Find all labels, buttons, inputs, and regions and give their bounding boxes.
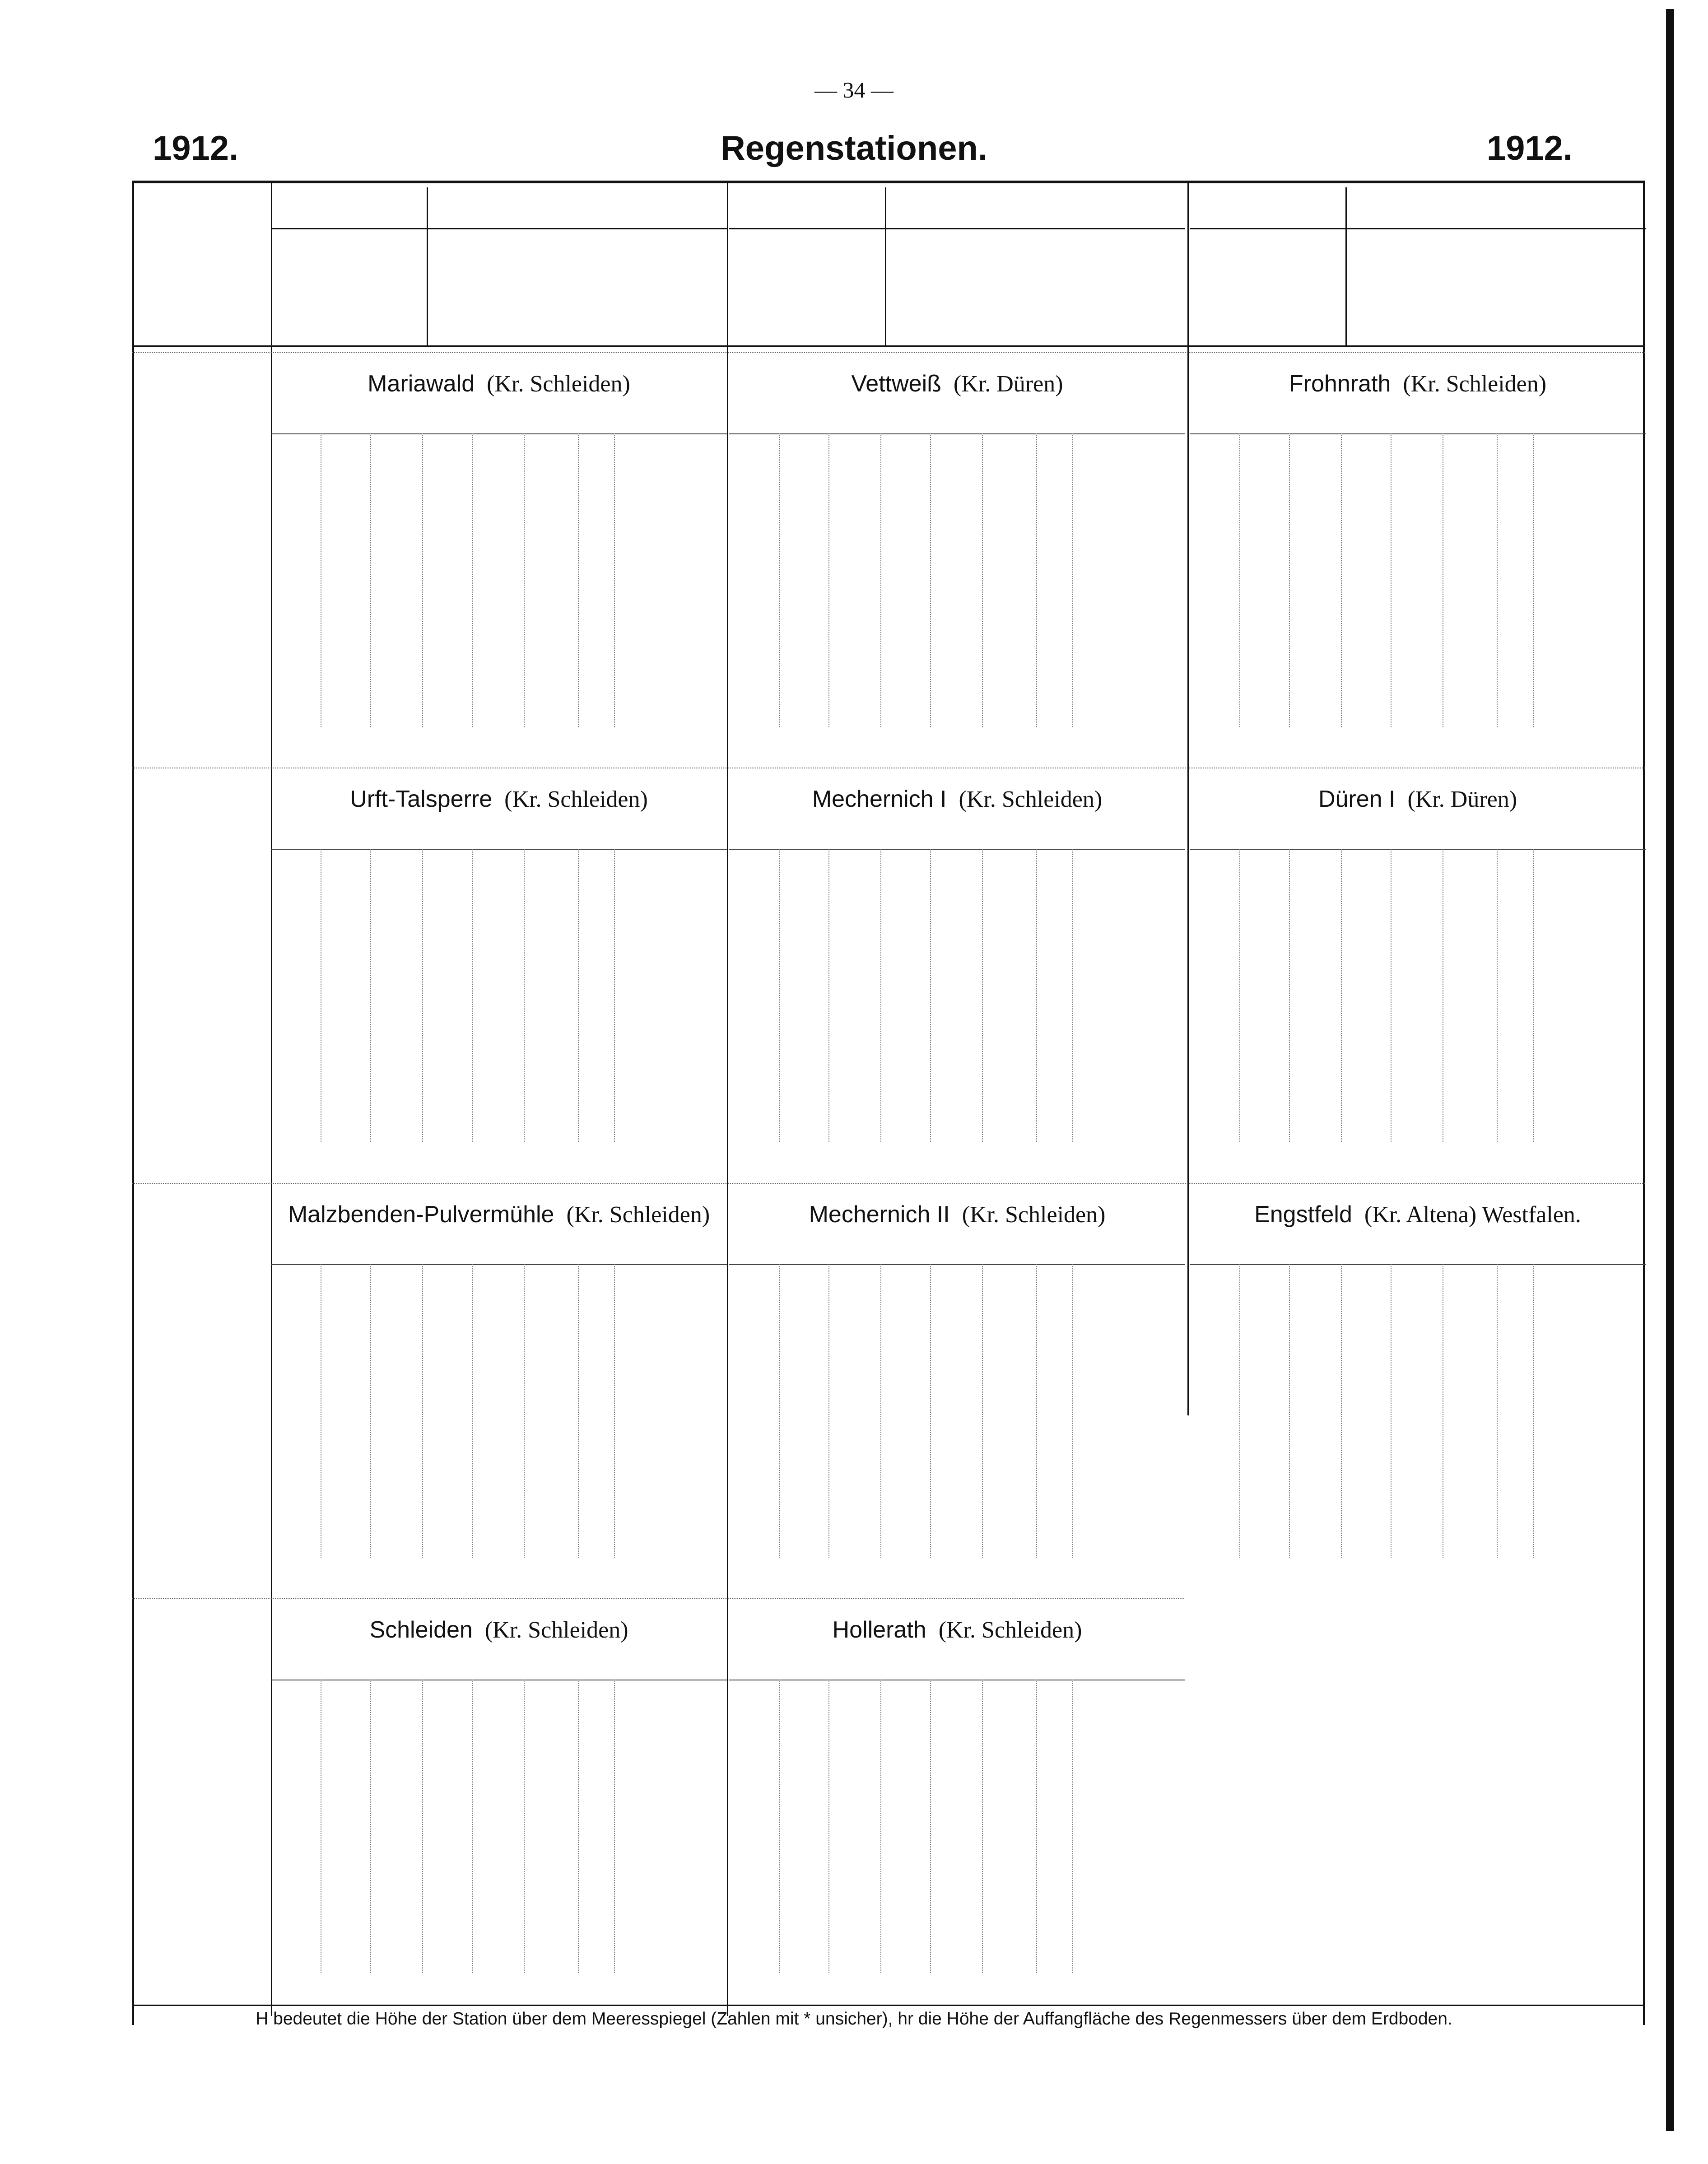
column-divider bbox=[930, 849, 931, 1142]
column-divider bbox=[1341, 433, 1342, 727]
column-divider bbox=[1533, 849, 1534, 1142]
column-divider bbox=[370, 1264, 371, 1558]
station-region: (Kr. Schleiden) bbox=[481, 371, 630, 397]
station-sub-rule bbox=[729, 433, 1185, 434]
station-sub-rule bbox=[729, 1264, 1185, 1265]
column-divider bbox=[370, 433, 371, 727]
station-name bbox=[1190, 370, 1646, 397]
column-divider bbox=[370, 849, 371, 1142]
footer-top-rule bbox=[132, 2005, 1645, 2006]
column-divider bbox=[614, 433, 615, 727]
panel-divider bbox=[1187, 183, 1189, 1415]
column-divider bbox=[1497, 1264, 1498, 1558]
column-divider bbox=[1036, 849, 1037, 1142]
column-divider bbox=[524, 433, 525, 727]
column-divider bbox=[1289, 433, 1290, 727]
column-divider bbox=[982, 433, 983, 727]
column-divider bbox=[614, 849, 615, 1142]
header-bottom-rule bbox=[132, 345, 1645, 347]
station-name-text: Mariawald bbox=[368, 371, 475, 397]
panel-divider bbox=[727, 183, 728, 2016]
station-name-text: Engstfeld bbox=[1254, 1201, 1352, 1228]
station-name-text: Frohnrath bbox=[1289, 371, 1391, 397]
column-divider bbox=[880, 1264, 881, 1558]
page-title: Regenstationen. bbox=[720, 129, 988, 168]
panel-divider bbox=[271, 183, 272, 2016]
station-name bbox=[729, 786, 1185, 813]
column-divider bbox=[982, 849, 983, 1142]
column-divider bbox=[1289, 1264, 1290, 1558]
block-rule bbox=[132, 1598, 1184, 1599]
column-divider bbox=[614, 1264, 615, 1558]
column-divider bbox=[828, 1264, 829, 1558]
column-divider bbox=[982, 1264, 983, 1558]
column-divider bbox=[472, 1264, 473, 1558]
column-divider bbox=[1341, 1264, 1342, 1558]
station-name-text: Vettweiß bbox=[851, 371, 941, 397]
column-divider bbox=[880, 1680, 881, 1973]
column-divider bbox=[779, 1264, 780, 1558]
column-divider bbox=[422, 1264, 423, 1558]
column-divider bbox=[578, 1264, 579, 1558]
column-divider bbox=[1036, 433, 1037, 727]
column-divider bbox=[1533, 1264, 1534, 1558]
station-region: (Kr. Schleiden) bbox=[932, 1617, 1082, 1643]
station-name-text: Urft-Talsperre bbox=[350, 786, 493, 812]
column-divider bbox=[578, 433, 579, 727]
column-divider bbox=[880, 849, 881, 1142]
column-divider bbox=[1533, 433, 1534, 727]
station-name-text: Mechernich II bbox=[809, 1201, 950, 1228]
column-divider bbox=[422, 849, 423, 1142]
station-name bbox=[729, 370, 1185, 397]
station-name bbox=[729, 1616, 1185, 1643]
column-divider bbox=[779, 1680, 780, 1973]
column-divider bbox=[1239, 433, 1240, 727]
column-divider bbox=[828, 849, 829, 1142]
header-divider bbox=[1345, 187, 1347, 345]
station-name bbox=[271, 370, 727, 397]
header-group-rule bbox=[729, 228, 1185, 229]
column-divider bbox=[1391, 1264, 1392, 1558]
station-region: (Kr. Schleiden) bbox=[498, 786, 648, 812]
station-sub-rule bbox=[271, 849, 727, 850]
column-divider bbox=[930, 433, 931, 727]
column-divider bbox=[779, 433, 780, 727]
column-divider bbox=[1391, 849, 1392, 1142]
footnote: H bedeutet die Höhe der Station über dem Meeresspiegel (Zahlen mit * unsicher), hr die Höhe der Auffangfläche des Regenmessers über dem Erdboden. bbox=[256, 2009, 1452, 2029]
station-region: (Kr. Schleiden) bbox=[1397, 371, 1547, 397]
column-divider bbox=[1289, 849, 1290, 1142]
column-divider bbox=[1239, 1264, 1240, 1558]
year-left: 1912. bbox=[153, 129, 239, 168]
station-sub-rule bbox=[271, 1264, 727, 1265]
station-name bbox=[271, 1616, 727, 1643]
station-region: (Kr. Schleiden) bbox=[953, 786, 1103, 812]
column-divider bbox=[982, 1680, 983, 1973]
block-rule bbox=[132, 1183, 1645, 1184]
block-rule bbox=[132, 352, 1645, 353]
column-divider bbox=[472, 433, 473, 727]
column-divider bbox=[578, 1680, 579, 1973]
column-divider bbox=[828, 433, 829, 727]
station-name bbox=[271, 1201, 727, 1228]
column-divider bbox=[578, 849, 579, 1142]
column-divider bbox=[422, 433, 423, 727]
page-number: — 34 — bbox=[814, 77, 894, 102]
header-divider bbox=[427, 187, 428, 345]
station-name bbox=[1190, 786, 1646, 813]
column-divider bbox=[1036, 1264, 1037, 1558]
station-region: (Kr. Düren) bbox=[1401, 786, 1517, 812]
column-divider bbox=[472, 1680, 473, 1973]
column-divider bbox=[1391, 433, 1392, 727]
column-divider bbox=[524, 1264, 525, 1558]
header-divider bbox=[885, 187, 886, 345]
binding-edge bbox=[1666, 9, 1674, 2131]
column-divider bbox=[1239, 849, 1240, 1142]
station-sub-rule bbox=[729, 849, 1185, 850]
station-name-text: Düren I bbox=[1318, 786, 1396, 812]
station-sub-rule bbox=[1190, 1264, 1646, 1265]
column-divider bbox=[880, 433, 881, 727]
column-divider bbox=[1497, 849, 1498, 1142]
station-region: (Kr. Düren) bbox=[947, 371, 1063, 397]
column-divider bbox=[930, 1680, 931, 1973]
station-name-text: Malzbenden-Pulvermühle bbox=[288, 1201, 554, 1228]
column-divider bbox=[1072, 1680, 1073, 1973]
column-divider bbox=[779, 849, 780, 1142]
station-name-text: Schleiden bbox=[369, 1617, 473, 1643]
column-divider bbox=[370, 1680, 371, 1973]
station-region: (Kr. Schleiden) bbox=[956, 1202, 1106, 1228]
column-divider bbox=[1072, 849, 1073, 1142]
column-divider bbox=[1072, 1264, 1073, 1558]
header-group-rule bbox=[271, 228, 727, 229]
station-region: (Kr. Schleiden) bbox=[479, 1617, 628, 1643]
column-divider bbox=[1497, 433, 1498, 727]
column-divider bbox=[422, 1680, 423, 1973]
column-divider bbox=[524, 1680, 525, 1973]
table-frame bbox=[132, 181, 1645, 2025]
column-divider bbox=[614, 1680, 615, 1973]
column-divider bbox=[1072, 433, 1073, 727]
year-right: 1912. bbox=[1486, 129, 1573, 168]
station-name-text: Mechernich I bbox=[812, 786, 947, 812]
station-name-text: Hollerath bbox=[832, 1617, 926, 1643]
station-sub-rule bbox=[1190, 849, 1646, 850]
station-region: (Kr. Schleiden) bbox=[560, 1202, 710, 1228]
column-divider bbox=[930, 1264, 931, 1558]
station-region: (Kr. Altena) Westfalen. bbox=[1358, 1202, 1581, 1228]
column-divider bbox=[1036, 1680, 1037, 1973]
station-name bbox=[271, 786, 727, 813]
column-divider bbox=[1341, 849, 1342, 1142]
station-name bbox=[729, 1201, 1185, 1228]
column-divider bbox=[524, 849, 525, 1142]
station-sub-rule bbox=[271, 433, 727, 434]
column-divider bbox=[828, 1680, 829, 1973]
header-group-rule bbox=[1190, 228, 1646, 229]
station-sub-rule bbox=[1190, 433, 1646, 434]
station-name bbox=[1190, 1201, 1646, 1228]
column-divider bbox=[472, 849, 473, 1142]
